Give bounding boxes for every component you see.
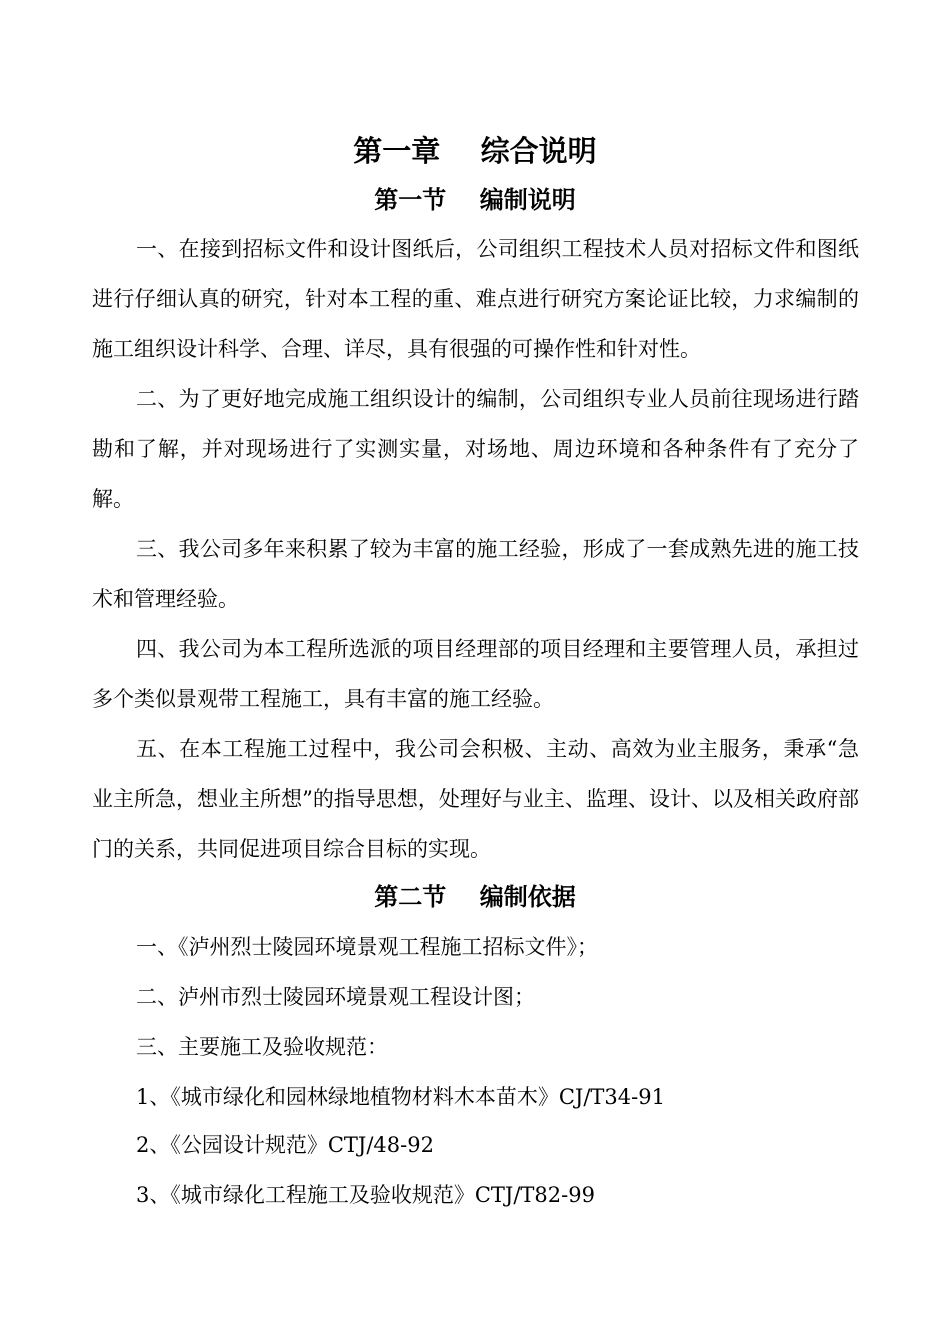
basis-item-1: 一、《泸州烈士陵园环境景观工程施工招标文件》； [136,935,598,959]
paragraph-5: 五、在本工程施工过程中，我公司会积极、主动、高效为业主服务，秉承“急业主所急，想业主所想”的指导思想，处理好与业主、监理、设计、以及相关政府部门的关系，共同促进项目综合目标的实现。 [92,737,859,861]
basis-item-6: 3、《城市绿化工程施工及验收规范》CTJ/T82-99 [136,1183,595,1207]
section-title-compilation-notes: 第一节 编制说明 [374,185,576,214]
basis-item-5: 2、《公园设计规范》CTJ/48-92 [136,1133,434,1157]
basis-item-4: 1、《城市绿化和园林绿地植物材料木本苗木》CJ/T34-91 [136,1085,665,1109]
basis-item-2: 二、泸州市烈士陵园环境景观工程设计图； [136,985,535,1009]
paragraph-4: 四、我公司为本工程所选派的项目经理部的项目经理和主要管理人员，承担过多个类似景观带工程施工，具有丰富的施工经验。 [92,637,859,711]
paragraph-1: 一、在接到招标文件和设计图纸后，公司组织工程技术人员对招标文件和图纸进行仔细认真的研究，针对本工程的重、难点进行研究方案论证比较，力求编制的施工组织设计科学、合理、详尽，具有很强的可操作性和针对性。 [92,237,859,361]
chapter-title: 第一章 综合说明 [353,134,597,168]
paragraph-3: 三、我公司多年来积累了较为丰富的施工经验，形成了一套成熟先进的施工技术和管理经验。 [92,537,859,611]
paragraph-2: 二、为了更好地完成施工组织设计的编制，公司组织专业人员前往现场进行踏勘和了解，并对现场进行了实测实量，对场地、周边环境和各种条件有了充分了解。 [92,387,859,511]
section-title-compilation-basis: 第二节 编制依据 [374,882,576,911]
basis-item-3: 三、主要施工及验收规范： [136,1035,388,1059]
